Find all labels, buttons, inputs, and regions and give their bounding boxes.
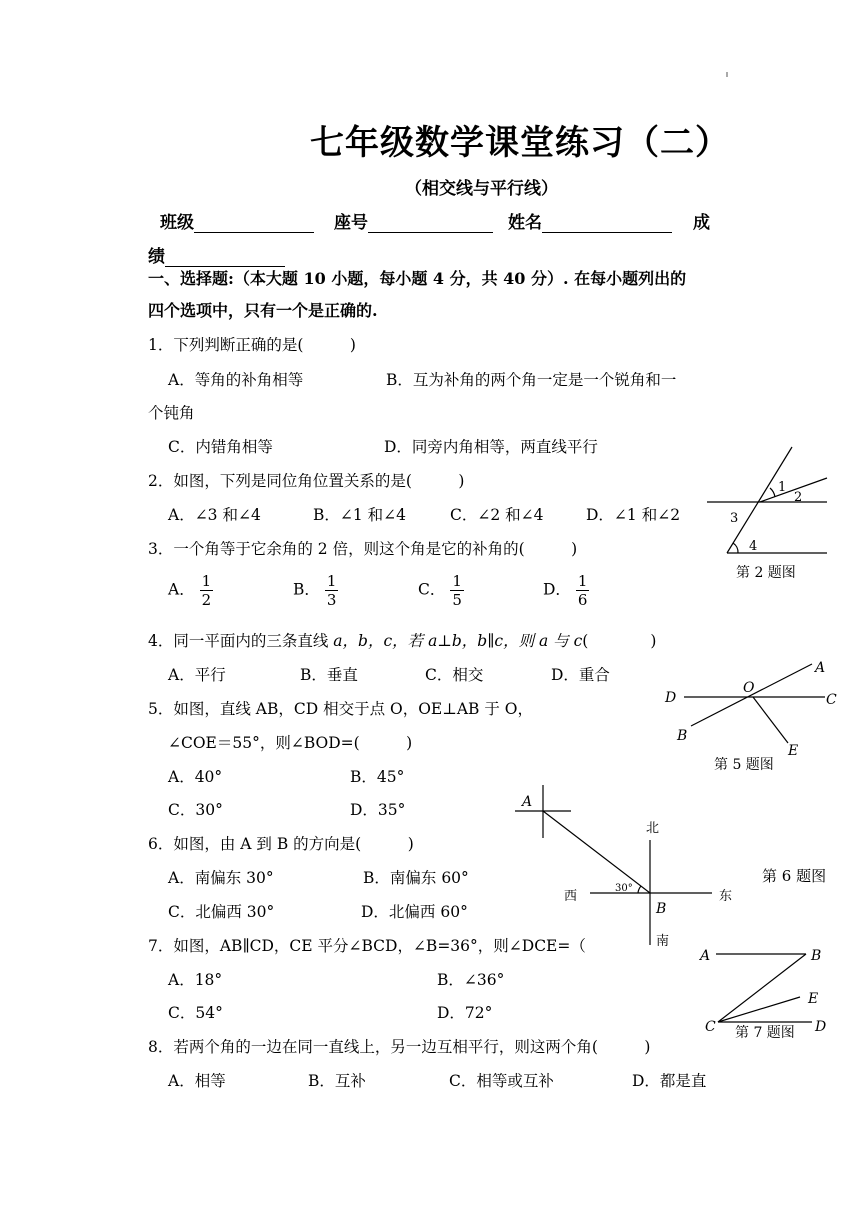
fig7-label-c: C — [705, 1019, 716, 1035]
fig5-caption: 第 5 题图 — [714, 757, 774, 773]
fig6-label-east: 东 — [719, 889, 733, 904]
q3-fraction-d: $\frac{1}{6}$ — [577, 572, 588, 609]
page-subtitle: （相交线与平行线） — [405, 179, 558, 199]
q2-stem: 2．如图，下列是同位角位置关系的是( ) — [148, 472, 465, 490]
q8-option-a: A．相等 — [168, 1072, 226, 1090]
q1-option-b-cont: 个钝角 — [148, 404, 195, 422]
fig5-label-c: C — [826, 692, 837, 708]
q4-option-d: D．重合 — [551, 666, 610, 684]
q6-option-d: D．北偏西 60° — [361, 903, 468, 921]
figure-7 — [716, 954, 812, 1022]
figure-5 — [684, 664, 825, 743]
q3-option-d: D． $\frac{1}{6}$ — [543, 572, 588, 609]
fig2-label-4: 4 — [749, 539, 758, 554]
q6-stem: 6．如图，由 A 到 B 的方向是( ) — [148, 835, 414, 853]
q7-option-c: C．54° — [168, 1004, 223, 1022]
q8-option-b: B．互补 — [308, 1072, 366, 1090]
q3-fraction-c: $\frac{1}{5}$ — [452, 572, 462, 609]
fig6-label-a: A — [522, 794, 533, 810]
fig2-transversal-1 — [727, 447, 792, 553]
q2-option-c: C．∠2 和∠4 — [450, 506, 544, 524]
q2-option-b: B．∠1 和∠4 — [313, 506, 407, 524]
figure-6 — [515, 785, 712, 945]
fig2-arc-1 — [770, 488, 775, 497]
q3-option-b: B． $\frac{1}{3}$ — [293, 572, 337, 609]
fig2-arc-4 — [733, 543, 738, 553]
q6-option-c: C．北偏西 30° — [168, 903, 275, 921]
fig2-label-1: 1 — [778, 480, 787, 495]
q5-option-c: C．30° — [168, 801, 223, 819]
q3-fraction-a: $\frac{1}{2}$ — [201, 572, 212, 609]
q5-stem-line1: 5．如图，直线 AB，CD 相交于点 O，OE⊥AB 于 O， — [148, 700, 533, 718]
fig5-label-b: B — [677, 728, 688, 744]
fig6-label-angle: 30° — [615, 883, 633, 894]
class-label: 班级 — [160, 213, 194, 233]
fig5-label-a: A — [815, 660, 826, 676]
fig2-label-2: 2 — [794, 490, 803, 505]
fig5-ray-oe — [753, 697, 788, 743]
q3-option-a: A． $\frac{1}{2}$ — [168, 572, 212, 609]
q6-option-b: B．南偏东 60° — [363, 869, 469, 887]
q5-option-d: D．35° — [350, 801, 406, 819]
q4-option-c: C．相交 — [425, 666, 484, 684]
score-label-first: 成 — [693, 213, 710, 233]
q2-option-a: A．∠3 和∠4 — [168, 506, 261, 524]
fig6-path-ab — [543, 811, 650, 893]
fig5-label-o: O — [743, 680, 755, 696]
q2-option-d: D．∠1 和∠2 — [586, 506, 681, 524]
q6-option-a: A．南偏东 30° — [168, 869, 274, 887]
fig6-label-north: 北 — [646, 821, 660, 836]
fig7-line-bc — [718, 954, 806, 1022]
fig5-label-e: E — [788, 743, 799, 759]
q1-option-c: C．内错角相等 — [168, 438, 273, 456]
q1-option-a: A．等角的补角相等 — [168, 371, 304, 389]
fig7-caption: 第 7 题图 — [735, 1025, 795, 1041]
q1-option-b: B．互为补角的两个角一定是一个锐角和一 — [386, 371, 677, 389]
q3-fraction-b: $\frac{1}{3}$ — [326, 572, 337, 609]
q8-option-d: D．都是直 — [632, 1072, 707, 1090]
fig7-ray-ce — [718, 997, 800, 1022]
fig7-label-e: E — [808, 991, 819, 1007]
q7-option-b: B．∠36° — [437, 971, 505, 989]
figure-2 — [707, 447, 827, 553]
q7-option-d: D．72° — [437, 1004, 493, 1022]
q3-option-c: C． $\frac{1}{5}$ — [418, 572, 462, 609]
fig7-label-b: B — [811, 948, 822, 964]
fig7-label-d: D — [815, 1019, 827, 1035]
q4-option-a: A．平行 — [168, 666, 226, 684]
q8-option-c: C．相等或互补 — [449, 1072, 554, 1090]
seat-label: 座号 — [334, 213, 368, 233]
fig6-label-west: 西 — [564, 889, 578, 904]
fig2-caption: 第 2 题图 — [736, 565, 796, 581]
q7-option-a: A．18° — [168, 971, 223, 989]
q1-option-d: D．同旁内角相等，两直线平行 — [384, 438, 598, 456]
score-label-second: 绩 — [148, 247, 165, 267]
q7-stem: 7．如图，AB∥CD，CE 平分∠BCD，∠B=36°，则∠DCE=（ — [148, 937, 586, 955]
name-label: 姓名 — [508, 213, 542, 233]
fig6-angle-arc — [638, 886, 641, 893]
page-title: 七年级数学课堂练习（二） — [310, 123, 730, 163]
fig5-label-d: D — [665, 690, 677, 706]
section-heading-line2: 四个选项中，只有一个是正确的. — [148, 301, 378, 320]
fig6-caption: 第 6 题图 — [762, 867, 827, 885]
fig6-label-south: 南 — [656, 934, 670, 949]
fig7-label-a: A — [700, 948, 711, 964]
fig6-label-b: B — [656, 901, 667, 917]
q5-option-a: A．40° — [168, 768, 223, 786]
section-heading-line1: 一、选择题:（本大题 10 小题，每小题 4 分，共 40 分）. 在每小题列出的 — [148, 269, 687, 288]
q5-option-b: B．45° — [350, 768, 405, 786]
q8-stem: 8．若两个角的一边在同一直线上，另一边互相平行，则这两个角( ) — [148, 1038, 651, 1056]
q3-stem: 3．一个角等于它余角的 2 倍，则这个角是它的补角的( ) — [148, 540, 578, 558]
fig2-label-3: 3 — [730, 511, 739, 526]
q5-stem-line2: ∠COE＝55°，则∠BOD=( ) — [168, 734, 413, 752]
q4-stem: 4．同一平面内的三条直线 a，b，c，若 a⊥b，b∥c，则 a 与 c( ) — [148, 632, 657, 650]
q1-stem: 1．下列判断正确的是( ) — [148, 336, 356, 354]
q4-option-b: B．垂直 — [300, 666, 358, 684]
